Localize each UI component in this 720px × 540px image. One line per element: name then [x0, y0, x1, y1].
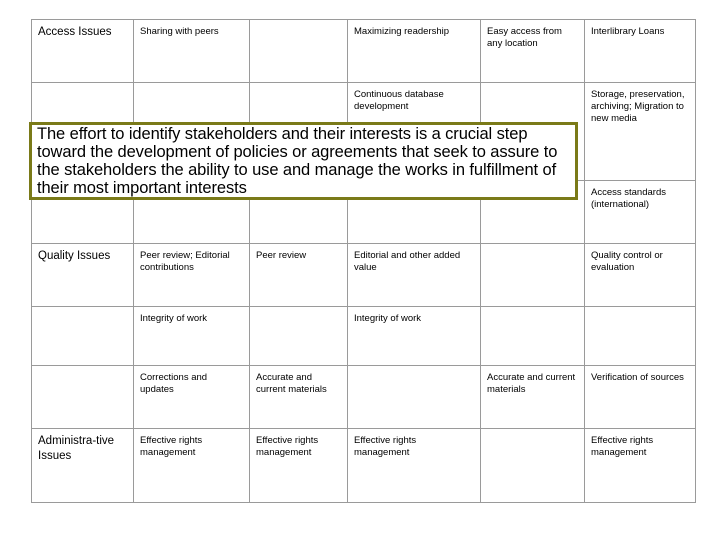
category-administrative-issues: Administra-tive Issues — [32, 429, 134, 503]
table-cell: Accurate and current materials — [250, 366, 348, 429]
table-row — [32, 307, 696, 366]
table-cell: Quality control or evaluation — [585, 244, 696, 307]
table-row — [32, 366, 696, 429]
table-cell — [481, 307, 585, 366]
table-cell: Effective rights management — [250, 429, 348, 503]
table-cell — [481, 429, 585, 503]
category-quality-issues: Quality Issues — [32, 244, 134, 307]
table-row — [32, 429, 696, 503]
table-cell — [348, 366, 481, 429]
table-cell: Sharing with peers — [134, 20, 250, 83]
stakeholder-callout-box — [29, 122, 578, 200]
table-cell: Effective rights management — [134, 429, 250, 503]
table-cell — [481, 244, 585, 307]
table-cell: Storage, preservation, archiving; Migration to new media — [585, 83, 696, 181]
table-cell: Integrity of work — [134, 307, 250, 366]
table-cell — [32, 366, 134, 429]
table-cell: Integrity of work — [348, 307, 481, 366]
table-cell — [585, 307, 696, 366]
category-access-issues: Access Issues — [32, 20, 134, 83]
callout-text: The effort to identify stakeholders and their interests is a crucial step toward the development of policies or agreements that seek to assure to the stakeholders the ability to use and manage the works in fulfillment of their most important interests — [37, 125, 558, 197]
table-row — [32, 244, 696, 307]
table-cell — [250, 20, 348, 83]
table-row — [32, 20, 696, 83]
table-cell: Peer review; Editorial contributions — [134, 244, 250, 307]
table-cell — [250, 307, 348, 366]
stakeholder-issues-table — [31, 19, 696, 503]
table-cell: Interlibrary Loans — [585, 20, 696, 83]
table-cell: Maximizing readership — [348, 20, 481, 83]
table-cell: Verification of sources — [585, 366, 696, 429]
table-cell — [32, 307, 134, 366]
table-cell: Effective rights management — [348, 429, 481, 503]
table-cell: Corrections and updates — [134, 366, 250, 429]
table-cell: Accurate and current materials — [481, 366, 585, 429]
table-cell: Access standards (international) — [585, 181, 696, 244]
table-cell: Easy access from any location — [481, 20, 585, 83]
table-cell: Editorial and other added value — [348, 244, 481, 307]
table-cell: Continuous database development — [348, 83, 481, 181]
table-cell: Effective rights management — [585, 429, 696, 503]
table-cell: Peer review — [250, 244, 348, 307]
